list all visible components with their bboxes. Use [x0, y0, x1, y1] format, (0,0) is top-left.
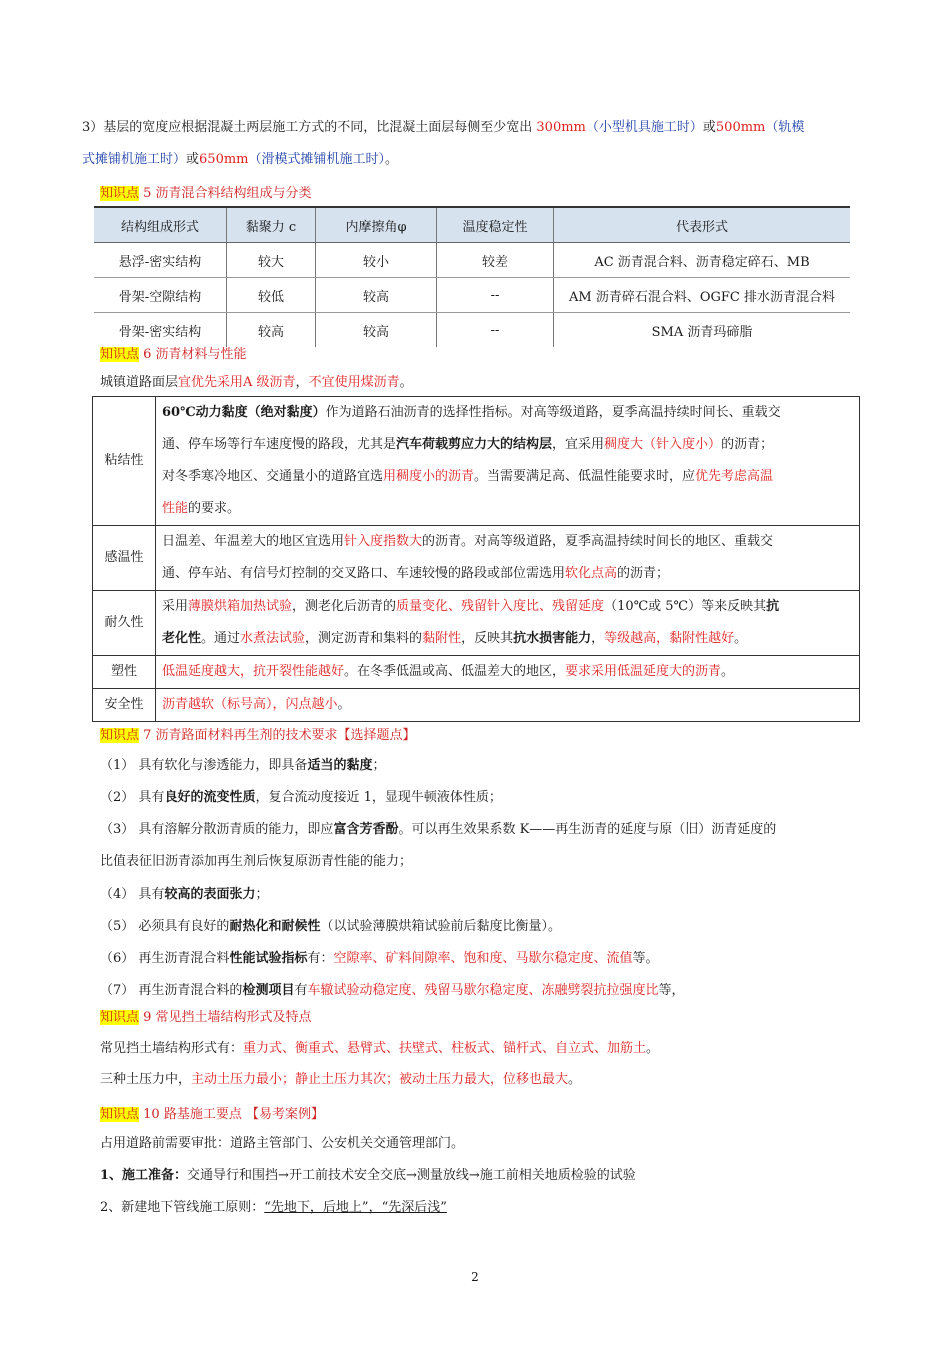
asphalt-properties-table — [92, 396, 860, 722]
paragraph-base-width: 3）基层的宽度应根据混凝土两层施工方式的不同，比混凝土面层每侧至少宽出 300mm（小型机具施工时）或500mm（轨模 — [82, 120, 805, 135]
table-cell: 较大 — [227, 243, 316, 278]
kp10-line: 1、施工准备：交通导行和围挡→开工前技术安全交底→测量放线→施工前相关地质检验的试验 — [100, 1168, 636, 1183]
table-cell: 较高 — [227, 313, 316, 348]
kp9-line: 常见挡土墙结构形式有：重力式、衡重式、悬臂式、扶壁式、柱板式、锚杆式、自立式、加筋土。 — [100, 1041, 660, 1056]
table-header: 内摩擦角φ — [316, 207, 437, 243]
table-header: 代表形式 — [554, 207, 851, 243]
table-cell: 日温差、年温差大的地区宜选用针入度指数大的沥青。对高等级道路，夏季高温持续时间长的地区、重载交 通、停车站、有信号灯控制的交叉路口、车速较慢的路段或部位需选用软化点高的沥青； — [156, 526, 860, 591]
table-header: 温度稳定性 — [437, 207, 554, 243]
table-cell: 较差 — [437, 243, 554, 278]
asphalt-structure-table — [94, 206, 850, 347]
row-label: 塑性 — [93, 656, 156, 689]
table-row — [94, 278, 850, 313]
list-item: （6） 再生沥青混合料性能试验指标有：空隙率、矿料间隙率、饱和度、马歇尔稳定度、流值等。 — [100, 951, 659, 966]
table-cell: 骨架-空隙结构 — [94, 278, 227, 313]
table-row — [94, 243, 850, 278]
kp10-heading: 知识点 10 路基施工要点 【易考案例】 — [100, 1107, 324, 1122]
row-label: 安全性 — [93, 689, 156, 722]
row-label: 耐久性 — [93, 591, 156, 656]
table-cell: 悬浮-密实结构 — [94, 243, 227, 278]
kp7-heading: 知识点 7 沥青路面材料再生剂的技术要求【选择题点】 — [100, 728, 416, 743]
table-row — [93, 526, 860, 591]
table-row — [93, 591, 860, 656]
kp6-intro: 城镇道路面层宜优先采用A 级沥青，不宜使用煤沥青。 — [100, 375, 413, 390]
kp10-line: 2、新建地下管线施工原则：“先地下，后地上”，“先深后浅” — [100, 1200, 447, 1215]
table-cell: 沥青越软（标号高），闪点越小。 — [156, 689, 860, 722]
paragraph-base-width-cont: 式摊铺机施工时）或650mm（滑模式摊铺机施工时）。 — [82, 152, 399, 167]
table-header-row — [94, 207, 850, 243]
table-header: 结构组成形式 — [94, 207, 227, 243]
list-item: （7） 再生沥青混合料的检测项目有车辙试验动稳定度、残留马歇尔稳定度、冻融劈裂抗拉强度比等， — [100, 983, 685, 998]
table-cell: 较低 — [227, 278, 316, 313]
table-row — [93, 397, 860, 526]
list-item: （1） 具有软化与渗透能力，即具备适当的黏度； — [100, 758, 386, 773]
table-cell: 采用薄膜烘箱加热试验，测老化后沥青的质量变化、残留针入度比、残留延度（10℃或 5℃）等来反映其抗 老化性。通过水煮法试验，测定沥青和集料的黏附性，反映其抗水损害能力，等级越高，黏附性越好。 — [156, 591, 860, 656]
table-cell: 低温延度越大，抗开裂性能越好。在冬季低温或高、低温差大的地区，要求采用低温延度大的沥青。 — [156, 656, 860, 689]
kp5-heading: 知识点 5 沥青混合料结构组成与分类 — [100, 186, 312, 201]
row-label: 粘结性 — [93, 397, 156, 526]
list-item: （3） 具有溶解分散沥青质的能力，即应富含芳香酚。可以再生效果系数 K——再生沥青的延度与原（旧）沥青延度的 — [100, 822, 777, 837]
table-cell: AM 沥青碎石混合料、OGFC 排水沥青混合料 — [554, 278, 851, 313]
list-item: （2） 具有良好的流变性质，复合流动度接近 1，显现牛顿液体性质； — [100, 790, 502, 805]
table-cell: SMA 沥青玛碲脂 — [554, 313, 851, 348]
table-cell: 60℃动力黏度（绝对黏度）作为道路石油沥青的选择性指标。对高等级道路，夏季高温持续时间长、重载交 通、停车场等行车速度慢的路段，尤其是汽车荷载剪应力大的结构层，宜采用稠度大（针入度小）的沥青； 对冬季寒冷地区、交通量小的道路宜选用稠度小的沥青。当需要满足高、低温性能要求时，应优先考虑高温 性能的要求。 — [156, 397, 860, 526]
table-row — [94, 313, 850, 348]
table-cell: AC 沥青混合料、沥青稳定碎石、MB — [554, 243, 851, 278]
kp10-line: 占用道路前需要审批：道路主管部门、公安机关交通管理部门。 — [100, 1136, 465, 1151]
page-number: 2 — [471, 1270, 479, 1284]
table-cell: 较高 — [316, 278, 437, 313]
list-item: （4） 具有较高的表面张力； — [100, 887, 269, 902]
table-row — [93, 656, 860, 689]
kp6-heading: 知识点 6 沥青材料与性能 — [100, 347, 247, 362]
kp9-line: 三种土压力中，主动土压力最小；静止土压力其次；被动土压力最大，位移也最大。 — [100, 1072, 582, 1087]
table-cell: 较高 — [316, 313, 437, 348]
table-cell: -- — [437, 313, 554, 348]
table-cell: -- — [437, 278, 554, 313]
row-label: 感温性 — [93, 526, 156, 591]
kp9-heading: 知识点 9 常见挡土墙结构形式及特点 — [100, 1010, 312, 1025]
list-item: （5） 必须具有良好的耐热化和耐候性（以试验薄膜烘箱试验前后黏度比衡量）。 — [100, 919, 561, 934]
table-row — [93, 689, 860, 722]
table-cell: 较小 — [316, 243, 437, 278]
table-cell: 骨架-密实结构 — [118, 324, 202, 340]
table-header: 黏聚力 c — [227, 207, 316, 243]
list-item-cont: 比值表征旧沥青添加再生剂后恢复原沥青性能的能力； — [100, 854, 413, 869]
